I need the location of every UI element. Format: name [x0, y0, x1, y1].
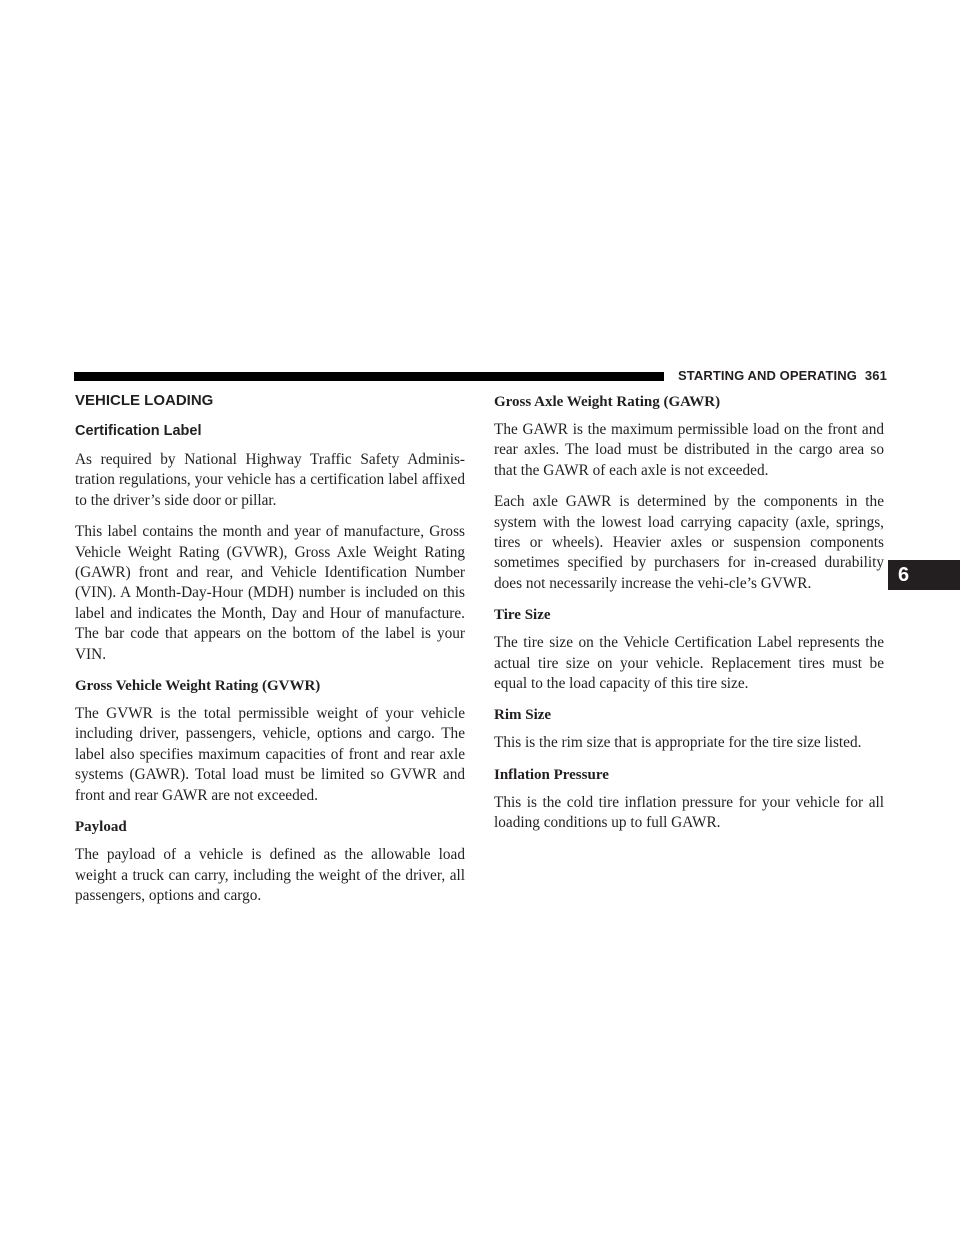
- header-rule: [74, 372, 664, 381]
- certification-label-heading: Certification Label: [75, 423, 202, 439]
- gawr-heading: Gross Axle Weight Rating (GAWR): [494, 394, 721, 410]
- running-header: [678, 368, 887, 383]
- page-number: 361: [864, 368, 887, 383]
- chapter-tab: 6: [888, 560, 960, 590]
- gawr-paragraph-1: The GAWR is the maximum permissible load on the front and rear axles. The load must be distributed in the cargo area so that the GAWR of each axle is not exceeded.: [494, 421, 884, 479]
- payload-paragraph: The payload of a vehicle is defined as the allowable load weight a truck can carry, including the weight of the driver, all passengers, options and cargo.: [75, 846, 465, 904]
- inflation-pressure-heading: Inflation Pressure: [494, 766, 609, 783]
- rim-size-heading: Rim Size: [494, 707, 552, 724]
- payload-heading: Payload: [75, 819, 127, 836]
- running-header-title: STARTING AND OPERATING: [678, 368, 857, 383]
- section-title: VEHICLE LOADING: [75, 392, 214, 409]
- tire-size-heading: Tire Size: [494, 607, 551, 624]
- inflation-pressure-paragraph: This is the cold tire inflation pressure for your vehicle for all loading conditions up to full GAWR.: [494, 793, 884, 832]
- gvwr-paragraph: The GVWR is the total permissible weight of your vehicle including driver, passengers, vehicle, options and cargo. The label also specifies maximum capacities of front and rear axle systems (GAWR). Total load must be limited so GVWR and front and rear GAWR are not exceeded.: [75, 705, 465, 804]
- certification-paragraph-1: As required by National Highway Traffic Safety Adminis-tration regulations, your vehicle has a certification label affixed to the driver’s side door or pillar.: [75, 451, 465, 509]
- tire-size-paragraph: The tire size on the Vehicle Certification Label represents the actual tire size on your vehicle. Replacement tires must be equal to the load capacity of this tire size.: [494, 634, 884, 693]
- left-column: [75, 392, 465, 917]
- right-column: [494, 392, 884, 845]
- gawr-paragraph-2: Each axle GAWR is determined by the components in the system with the lowest load carrying capacity (axle, springs, tires or wheels). Heavier axles or suspension components sometimes specified by purchasers for in-creased durability does not necessarily increase the vehi-cle’s GVWR.: [494, 493, 884, 592]
- rim-size-paragraph: This is the rim size that is appropriate for the tire size listed.: [494, 734, 862, 752]
- certification-paragraph-2: This label contains the month and year of manufacture, Gross Vehicle Weight Rating (GVWR), Gross Axle Weight Rating (GAWR) front and rear, and Vehicle Identification Number (VIN). A Month-Day-Hour (MDH) number is included on this label and indicates the Month, Day and Hour of manufacture. The bar code that appears on the bottom of the label is your VIN.: [75, 523, 465, 663]
- gvwr-heading: Gross Vehicle Weight Rating (GVWR): [75, 678, 321, 695]
